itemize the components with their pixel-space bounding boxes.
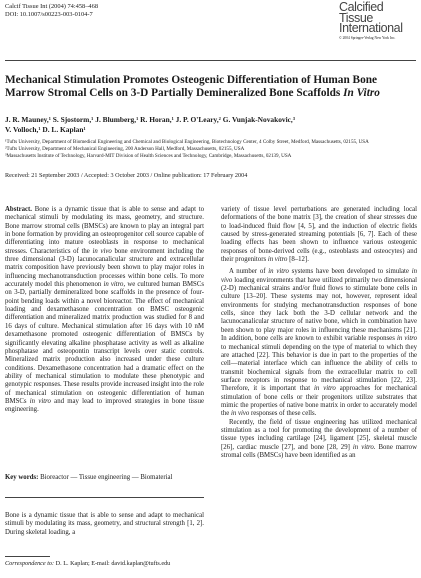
body-paragraph-1 [221,206,417,264]
abstract-label: Abstract. [5,206,32,213]
p3-text-a: Recently, the field of tissue engineering has utilized mechanical stimulation as a tool for promoting the development of a number of tissue types including cartilage [24], ligament [25], skeletal muscle [26], cardiac muscle [27], and bone [28, 29] [221,418,417,451]
keywords-text: Bioreactor — Tissue engineering — Biomaterial [38,474,173,481]
header-rule [5,60,416,61]
p1-text-a: variety of tissue level perturbations are generated including local deformations of the bone matrix [3], the creation of shear stresses due to load-induced fluid flow [4, 5], and the induction of electric fields caused by stress-generated streaming potentials [6, 7]. Each of these loading effects has been shown to influence various osteogenic responses of bone-derived cells (e.g., osteoblasts and osteocytes) and their progenitors [221,206,417,264]
right-column [221,206,417,460]
abstract-text-3: , we cultured human BMSCs on 3-D, partially demineralized bone scaffolds in the presence of four-point bending loads within a novel bioreactor. The effect of mechanical loading and dexamethasone concentration on BMSC osteogenic differentiation and mineralized matrix production was studied for 8 and 16 days of culture. Mechanical stimulation after 16 days with 10 nM dexamethasone promoted osteogenic differentiation of BMSCs by significantly elevating alkaline phosphatase activity as well as alkaline phosphatase and osteopontin transcript levels over static controls. Mineralized matrix production also increased under these culture conditions. Dexamethasone concentration had a dramatic effect on the ability of mechanical stimulation to modulate these phenotypic and genotypic responses. These results provide increased insight into the role of mechanical stimulation on osteogenic differentiation of human BMSCs [5,281,204,405]
logo-copyright: © 2004 Springer-Verlag New York Inc. [339,35,396,40]
journal-citation: Calcif Tissue Int (2004) 74:458–468 [5,3,99,10]
journal-logo [339,2,419,41]
article-title [5,74,417,101]
authors-line-1: J. R. Mauney,¹ S. Sjostorm,¹ J. Blumberg,¹ R. Horan,¹ J. P. O'Leary,² G. Vunjak-Novakovic,³ [5,115,295,124]
p2-text-b: systems have been developed to simulate [288,268,412,276]
p2-italic-1: in vitro [268,268,289,276]
abstract [5,206,204,415]
p1-text-b: [8–12]. [287,256,309,264]
abstract-end-rule [5,497,204,498]
logo-line-1: Calcified [339,0,384,14]
p2-italic-3: in vitro [396,335,417,343]
p2-text-c: loading environments that have utilized primarily two dimensional (2-D) mechanical strains and/or fluid flows to stimulate bone cells in culture [13–20]. These systems may not, however, represent ideal environments for studying mechanotransduction responses of bone cells, since they lack both the 3-D cellular network and the lacunocanalicular structure of native bone, which in combination have been shown to play major roles in influencing these mechanisms [21]. In addition, bone cells are known to exhibit variable responses [221,276,417,343]
authors-line-2: V. Volloch,¹ D. L. Kaplan¹ [5,125,86,134]
correspondence-label: Correspondence to: [5,560,55,567]
p2-text-f: responses of these cells. [249,410,317,418]
doi: DOI: 10.1007/s00223-003-0104-7 [5,11,93,18]
abstract-paragraph [5,206,204,415]
affiliation-1: ¹Tufts University, Department of Biomedical Engineering and Chemical and Biological Engineering, Biotechnology Center, 4 Colby Street, Medford, Massachusetts, 02155, USA [5,139,369,145]
keywords-label: Key words: [5,474,39,481]
p2-text-e: approaches for mechanical stimulation of bone cells or their progenitors utilize substrates that mimic the properties of native bone matrix in order to accurately model the [221,385,417,418]
author-list [5,115,417,135]
logo-line-3: International [339,21,403,35]
keywords [5,474,204,482]
logo-line-2: Tissue [339,10,373,25]
affiliation-2: ²Tufts University, Department of Mechanical Engineering, 200 Anderson Hall, Medford, Massachusetts, 02155, USA [5,146,245,153]
title-italic: In Vitro [343,87,380,100]
publication-dates: Received: 21 September 2003 / Accepted: 3 October 2003 / Online publication: 17 February 2004 [5,172,248,179]
p2-italic-4: in vitro [314,385,336,393]
body-paragraph-3 [221,419,417,461]
p2-text-d: to mechanical stimuli depending on the type of material to which they are attached [22]. This behavior is due in part to the properties of the cell—material interface which can influence the ability of cells to transmit biochemical signals from the extracellular matrix to cell surface receptors in response to mechanical stimulation [22, 23]. Therefore, it is important that [221,343,417,393]
p2-italic-5: in vivo [231,410,250,418]
affiliations [5,139,417,160]
abstract-text-2: bone environment including the three dimensional (3-D) lacunocanalicular structure and extracellular matrix composition have previously been shown to play major roles in influencing mechanotransduction processes within bone cells. To more accurately model this phenomenon [5,247,204,289]
p3-italic: in vitro [352,443,374,451]
footnote-rule [5,556,50,557]
body-paragraph-2 [221,268,417,418]
abstract-italic-3: in vitro [29,397,51,405]
affiliation-3: ³Massachusetts Institute of Technology, Harvard-MIT Division of Health Sciences and Technology, Cambridge, Massachusetts, 02139, USA [5,153,292,160]
abstract-italic-1: in vivo [92,247,112,255]
introduction-start: Bone is a dynamic tissue that is able to sense and adapt to mechanical stimuli by modulating its mass, geometry, and structural strength [1, 2]. During skeletal loading, a [5,512,204,536]
abstract-text-4: and may lead to improved strategies in bone tissue engineering. [5,397,204,414]
title-main: Mechanical Stimulation Promotes Osteogenic Differentiation of Human Bone Marrow Stromal Cells on 3-D Partially Demineralized Bone Scaffolds [5,74,378,100]
p3-text-b: . Bone marrow stromal cells (BMSCs) have been identified as an [221,443,417,459]
p1-italic: in vitro [267,256,288,264]
correspondence-note [5,560,204,568]
p2-italic-2: in vivo [221,268,417,284]
journal-header [5,3,98,19]
abstract-italic-2: in vitro [103,281,124,289]
correspondence-text: D. L. Kaplan; E-mail: david.kaplan@tufts.edu [54,560,171,567]
abstract-text-1: Bone is a dynamic tissue that is able to sense and adapt to mechanical stimuli by modulating its mass, geometry, and structure. Bone marrow stromal cells (BMSCs) are known to play an integral part in bone formation by providing an osteoprogenitor cell source capable of differentiating into mature osteoblasts in response to mechanical stresses. Characteristics of the [5,206,204,255]
p2-text-a: A number of [229,268,269,276]
